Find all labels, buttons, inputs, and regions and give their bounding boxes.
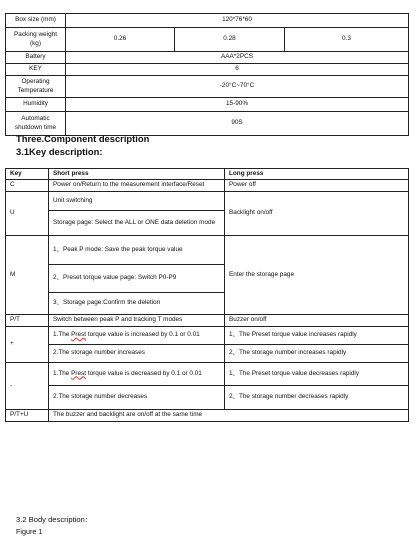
short-press-text: 3、Storage page:Confirm the deletion (49, 293, 225, 315)
subsection-heading: 3.1Key description: (16, 146, 103, 157)
spec-row-packing-weight (6, 28, 409, 52)
short-press-text: 1、Peak P mode: Save the peak torque value (49, 236, 225, 265)
text-part: 1.The (53, 331, 72, 339)
spec-value: 90S (66, 112, 409, 136)
text-part: torque value is decreased by 0.1 or 0.01 (86, 369, 202, 377)
short-press-text: Switch between peak P and tracking T modes (49, 315, 225, 327)
key-table-header (6, 169, 409, 180)
key-name: P/T (6, 315, 49, 327)
key-row-plus-2 (6, 345, 409, 363)
key-description-table (5, 168, 409, 422)
spec-row-operating-temperature (6, 76, 409, 98)
short-press-text: Unit switching (49, 192, 225, 211)
key-row-minus-2 (6, 386, 409, 410)
key-row-plus (6, 327, 409, 345)
header-key: Key (6, 169, 49, 180)
spec-label: Battery (6, 52, 66, 64)
body-description-heading: 3.2 Body description： (16, 515, 93, 524)
spec-row-key (6, 64, 409, 76)
spec-value: 120*76*60 (66, 14, 409, 28)
spelling-flagged-word: Prest (71, 369, 87, 377)
short-press-text: Power on/Return to the measurement interface/Reset (49, 180, 225, 192)
combined-press-text: The buzzer and backlight are on/off at the same time (49, 410, 409, 422)
key-name: C (6, 180, 49, 192)
long-press-text: Power off (225, 180, 409, 192)
spec-value: 15-90% (66, 98, 409, 112)
spec-value: 0.26 (66, 28, 175, 52)
key-row-m (6, 236, 409, 265)
short-press-text: 2、Preset torque value page: Switch P0-P9 (49, 265, 225, 293)
text-part: torque value is increased by 0.1 or 0.01 (86, 331, 200, 339)
spec-row-auto-shutdown (6, 112, 409, 136)
spec-value: AAA*2PCS (66, 52, 409, 64)
key-name: - (6, 363, 49, 410)
spec-label: KEY (6, 64, 66, 76)
spec-label-line: (kg) (29, 39, 41, 47)
spec-label-line: Automatic (21, 114, 50, 122)
spelling-flagged-word: Prest (71, 331, 87, 339)
spec-value: 0.28 (175, 28, 285, 52)
spec-label-line: Operating (21, 77, 50, 85)
key-name: + (6, 327, 49, 363)
long-press-text: Enter the storage page (225, 236, 409, 315)
key-name: U (6, 192, 49, 236)
spec-row-box-size (6, 14, 409, 28)
spec-label-line: shutdown time (14, 123, 57, 131)
spec-label: Humidity (6, 98, 66, 112)
spec-label-line: Temperature (17, 86, 54, 94)
spec-label (6, 112, 66, 136)
long-press-text: 1、The Preset torque value increases rapidly (225, 327, 409, 345)
key-name: M (6, 236, 49, 315)
key-row-minus (6, 363, 409, 386)
short-press-text: 2.The storage number decreases (49, 386, 225, 410)
key-name: P/T+U (6, 410, 49, 422)
key-row-c (6, 180, 409, 192)
short-press-text (49, 327, 225, 345)
long-press-text: Buzzer on/off (225, 315, 409, 327)
spec-label: Box size (mm) (6, 14, 66, 28)
short-press-text: Storage page: Select the ALL or ONE data deletion mode (49, 211, 225, 236)
spec-value: -20°C~70°C (66, 76, 409, 98)
header-short-press: Short press (49, 169, 225, 180)
spec-label (6, 28, 66, 52)
spec-label-line: Packing weight (14, 30, 57, 38)
key-row-u (6, 192, 409, 211)
short-press-text (49, 363, 225, 386)
spec-label (6, 76, 66, 98)
section-heading: Three.Component description (16, 133, 150, 144)
long-press-text: Backlight on/off (225, 192, 409, 236)
long-press-text: 2、The storage number increases rapidly (225, 345, 409, 363)
spec-row-battery (6, 52, 409, 64)
long-press-text: 1、The Preset torque value decreases rapidly (225, 363, 409, 386)
figure-caption: Figure 1 (16, 527, 43, 536)
specification-table (5, 13, 409, 136)
key-row-pt (6, 315, 409, 327)
header-long-press: Long press (225, 169, 409, 180)
spec-value: 6 (66, 64, 409, 76)
short-press-text: 2.The storage number increases (49, 345, 225, 363)
long-press-text: 2、The storage number decreases rapidly (225, 386, 409, 410)
spec-value: 0.3 (285, 28, 409, 52)
text-part: 1.The (53, 369, 72, 377)
spec-row-humidity (6, 98, 409, 112)
key-row-pt-u (6, 410, 409, 422)
